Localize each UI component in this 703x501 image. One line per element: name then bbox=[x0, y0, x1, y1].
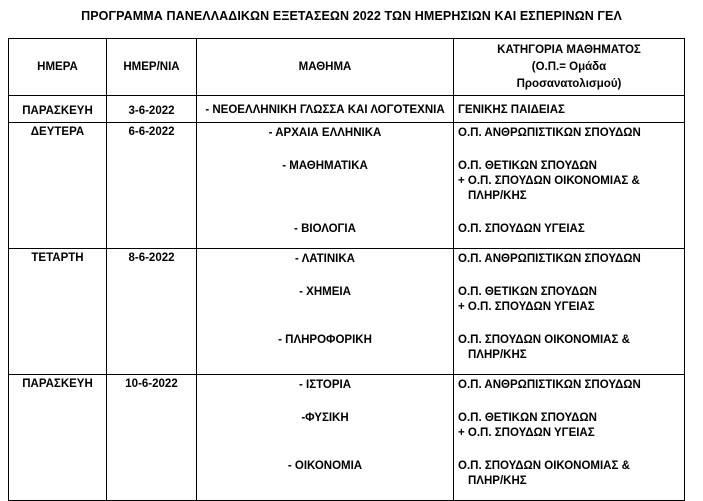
cell-categories bbox=[454, 96, 685, 123]
category-group bbox=[454, 378, 684, 393]
category-line: + Ο.Π. ΣΠΟΥΔΩΝ ΥΓΕΙΑΣ bbox=[458, 427, 595, 439]
cell-date: 10-6-2022 bbox=[107, 375, 197, 501]
category-group bbox=[454, 333, 684, 363]
category-line: Ο.Π. ΣΠΟΥΔΩΝ ΟΙΚΟΝΟΜΙΑΣ & bbox=[458, 334, 630, 346]
subject-name: -ΦΥΣΙΚΗ bbox=[301, 412, 349, 424]
cell-categories bbox=[454, 249, 685, 375]
category-group bbox=[454, 103, 684, 118]
cell-day: ΠΑΡΑΣΚΕΥΗ bbox=[9, 375, 107, 501]
subject-name: - ΜΑΘΗΜΑΤΙΚΑ bbox=[282, 160, 368, 172]
category-line: + Ο.Π. ΣΠΟΥΔΩΝ ΟΙΚΟΝΟΜΙΑΣ & bbox=[458, 175, 640, 187]
header-day: ΗΜΕΡΑ bbox=[9, 39, 107, 96]
category-line: Ο.Π. ΑΝΘΡΩΠΙΣΤΙΚΩΝ ΣΠΟΥΔΩΝ bbox=[458, 127, 641, 139]
subject-name: - ΙΣΤΟΡΙΑ bbox=[298, 379, 352, 391]
cell-day: ΔΕΥΤΕΡΑ bbox=[9, 123, 107, 249]
subject-name: - ΝΕΟΕΛΛΗΝΙΚΗ ΓΛΩΣΣΑ ΚΑΙ ΛΟΓΟΤΕΧΝΙΑ bbox=[205, 104, 445, 116]
table-row bbox=[9, 96, 685, 123]
subject-name: - ΧΗΜΕΙΑ bbox=[299, 286, 351, 298]
subject-name: - ΛΑΤΙΝΙΚΑ bbox=[295, 253, 355, 265]
cell-day: ΤΕΤΑΡΤΗ bbox=[9, 249, 107, 375]
header-category-line: Προσανατολισμού) bbox=[516, 77, 622, 90]
category-line: ΠΛΗΡ/ΚΗΣ bbox=[468, 190, 527, 202]
category-group bbox=[454, 126, 684, 141]
category-group bbox=[454, 459, 684, 489]
category-line: Ο.Π. ΘΕΤΙΚΩΝ ΣΠΟΥΔΩΝ bbox=[458, 286, 597, 298]
category-line: + Ο.Π. ΣΠΟΥΔΩΝ ΥΓΕΙΑΣ bbox=[458, 301, 595, 313]
cell-date: 3-6-2022 bbox=[107, 96, 197, 123]
header-category-line: ΚΑΤΗΓΟΡΙΑ ΜΑΘΗΜΑΤΟΣ bbox=[497, 43, 641, 56]
category-line: Ο.Π. ΣΠΟΥΔΩΝ ΟΙΚΟΝΟΜΙΑΣ & bbox=[458, 460, 630, 472]
cell-date: 8-6-2022 bbox=[107, 249, 197, 375]
cell-subjects bbox=[197, 375, 454, 501]
category-line: ΓΕΝΙΚΗΣ ΠΑΙΔΕΙΑΣ bbox=[458, 104, 565, 116]
cell-subjects bbox=[197, 123, 454, 249]
category-line: Ο.Π. ΘΕΤΙΚΩΝ ΣΠΟΥΔΩΝ bbox=[458, 412, 597, 424]
cell-day: ΠΑΡΑΣΚΕΥΗ bbox=[9, 96, 107, 123]
category-group bbox=[454, 222, 684, 237]
table-header-row bbox=[9, 39, 685, 96]
category-group bbox=[454, 252, 684, 267]
header-category-line: (Ο.Π.= Ομάδα bbox=[531, 60, 607, 73]
page-title: ΠΡΟΓΡΑΜΜΑ ΠΑΝΕΛΛΑΔΙΚΩΝ ΕΞΕΤΑΣΕΩΝ 2022 ΤΩΝ ΗΜΕΡΗΣΙΩΝ ΚΑΙ ΕΣΠΕΡΙΝΩΝ ΓΕΛ bbox=[81, 9, 622, 23]
subject-name: - ΠΛΗΡΟΦΟΡΙΚΗ bbox=[278, 334, 372, 346]
header-date: ΗΜΕΡ/ΝΙΑ bbox=[107, 39, 197, 96]
table-row bbox=[9, 375, 685, 501]
table-row bbox=[9, 123, 685, 249]
cell-subjects bbox=[197, 249, 454, 375]
category-line: ΠΛΗΡ/ΚΗΣ bbox=[468, 475, 527, 487]
category-line: ΠΛΗΡ/ΚΗΣ bbox=[468, 349, 527, 361]
subject-name: - ΑΡΧΑΙΑ ΕΛΛΗΝΙΚΑ bbox=[268, 127, 382, 139]
category-line: Ο.Π. ΣΠΟΥΔΩΝ ΥΓΕΙΑΣ bbox=[458, 223, 585, 235]
subject-name: - ΒΙΟΛΟΓΙΑ bbox=[294, 223, 356, 235]
category-group bbox=[454, 159, 684, 204]
category-group bbox=[454, 411, 684, 441]
subject-name: - ΟΙΚΟΝΟΜΙΑ bbox=[287, 460, 363, 472]
cell-subjects bbox=[197, 96, 454, 123]
category-line: Ο.Π. ΑΝΘΡΩΠΙΣΤΙΚΩΝ ΣΠΟΥΔΩΝ bbox=[458, 253, 641, 265]
header-category bbox=[454, 39, 685, 96]
category-line: Ο.Π. ΘΕΤΙΚΩΝ ΣΠΟΥΔΩΝ bbox=[458, 160, 597, 172]
category-group bbox=[454, 285, 684, 315]
category-line: Ο.Π. ΑΝΘΡΩΠΙΣΤΙΚΩΝ ΣΠΟΥΔΩΝ bbox=[458, 379, 641, 391]
exam-schedule-table bbox=[8, 38, 685, 501]
cell-date: 6-6-2022 bbox=[107, 123, 197, 249]
cell-categories bbox=[454, 123, 685, 249]
header-subject: ΜΑΘΗΜΑ bbox=[197, 39, 454, 96]
table-row bbox=[9, 249, 685, 375]
cell-categories bbox=[454, 375, 685, 501]
